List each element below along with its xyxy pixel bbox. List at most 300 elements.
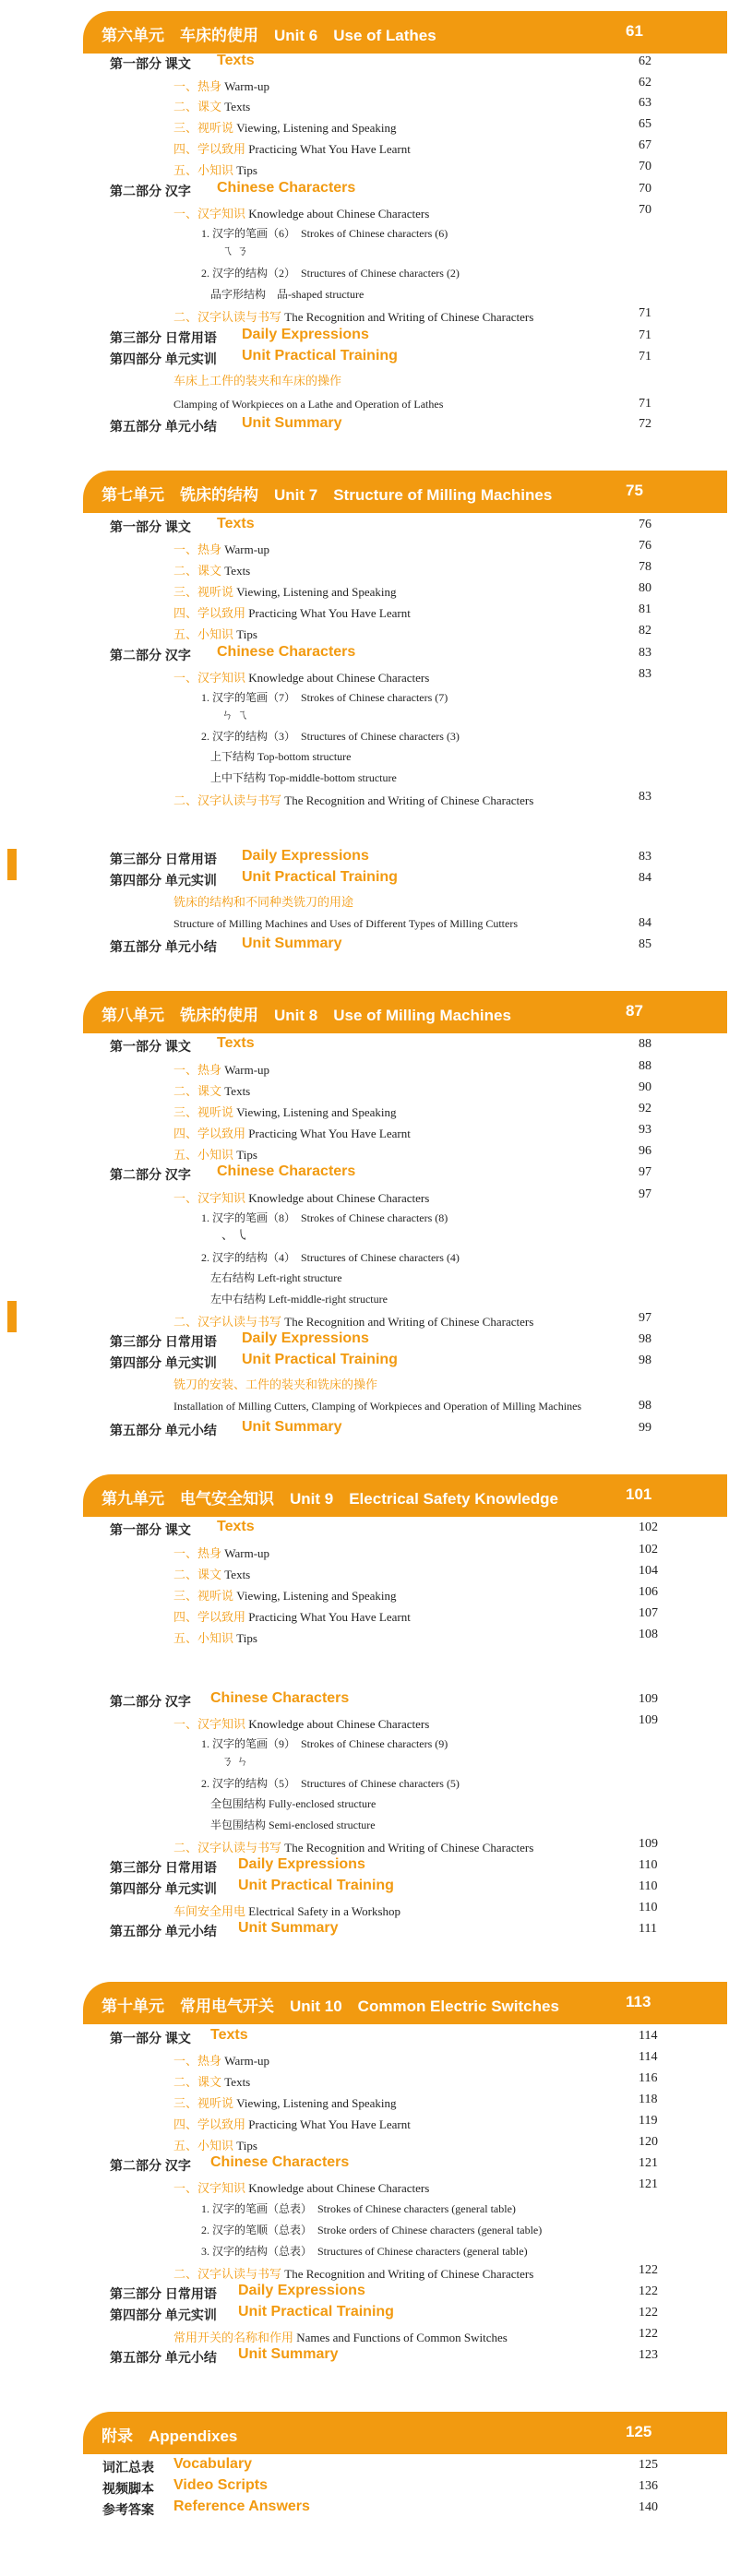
toc-entry[interactable]: [0, 2131, 729, 2152]
toc-entry[interactable]: [0, 281, 729, 302]
page-number: 122: [639, 2263, 658, 2277]
toc-entry[interactable]: [0, 303, 729, 323]
toc-entry[interactable]: [0, 2046, 729, 2067]
toc-entry[interactable]: [0, 346, 729, 366]
page-number: 80: [639, 581, 651, 595]
section-title: [173, 582, 397, 600]
toc-entry[interactable]: [0, 178, 729, 198]
section-title-cn: 三、视听说: [173, 121, 234, 135]
page-number: 76: [639, 518, 651, 531]
section-title-en: Viewing, Listening and Speaking: [236, 2096, 397, 2110]
toc-entry[interactable]: [0, 578, 729, 598]
part-label: 第五部分 单元小结: [110, 1924, 217, 1938]
part-label: 第一部分 课文: [110, 2031, 191, 2045]
toc-entry[interactable]: [0, 1265, 729, 1285]
entry-text: 1. 汉字的笔画（8） Strokes of Chinese characters (8): [201, 1211, 448, 1224]
page-number: 122: [639, 2327, 658, 2341]
section-title-cn: 二、汉字认读与书写: [173, 1841, 282, 1854]
section-title-cn: 一、汉字知识: [173, 2181, 246, 2195]
part-title-en: Chinese Characters: [210, 1690, 350, 1706]
entry-text: 2. 汉字的笔顺（总表） Stroke orders of Chinese characters (general table): [201, 2224, 543, 2236]
entry-text: 2. 汉字的结构（4） Structures of Chinese characters (4): [201, 1251, 460, 1264]
stroke-glyphs: ㄋ ㄣ: [221, 1754, 249, 1768]
section-title: [173, 2178, 429, 2196]
page-number: 70: [639, 203, 651, 217]
section-title-cn: 常用开关的名称和作用: [173, 2331, 294, 2344]
toc-entry[interactable]: [0, 1286, 729, 1306]
page-number: 83: [639, 850, 651, 864]
toc-entry[interactable]: [0, 2196, 729, 2216]
part-label: 第四部分 单元实训: [110, 2308, 217, 2322]
toc-entry[interactable]: [0, 765, 729, 785]
section-title-cn: 二、汉字认读与书写: [173, 2267, 282, 2281]
section-title-cn: 五、小知识: [173, 163, 234, 177]
part-title-en: Daily Expressions: [238, 1856, 365, 1872]
toc-entry[interactable]: [0, 1417, 729, 1437]
part-label: 第三部分 日常用语: [110, 330, 217, 345]
toc-entry[interactable]: [0, 846, 729, 866]
toc-entry[interactable]: [0, 2068, 729, 2088]
page-number: 98: [639, 1332, 651, 1346]
page-number: 72: [639, 417, 651, 431]
toc-entry[interactable]: [0, 1222, 729, 1243]
page-number: 65: [639, 117, 651, 131]
section-title-cn: 二、课文: [173, 1084, 222, 1098]
section-title: [173, 1312, 533, 1330]
section-title-cn: 二、课文: [173, 2075, 222, 2089]
toc-entry[interactable]: [0, 393, 729, 413]
part-label: 第五部分 单元小结: [110, 419, 217, 434]
section-title: [173, 204, 429, 221]
section-title-cn: 一、汉字知识: [173, 671, 246, 685]
toc-entry[interactable]: [0, 1748, 729, 1769]
part-label: 第二部分 汉字: [110, 184, 191, 198]
section-title-cn: 五、小知识: [173, 2139, 234, 2153]
part-title-en: Unit Summary: [238, 1920, 339, 1936]
toc-entry[interactable]: [0, 556, 729, 577]
section-title: [173, 1145, 257, 1163]
toc-entry[interactable]: [0, 1033, 729, 1054]
page-number: 97: [639, 1187, 651, 1201]
section-title-cn: 二、课文: [173, 100, 222, 113]
section-title-en: Texts: [224, 100, 251, 113]
unit-title: 附录 Appendixes: [102, 2427, 238, 2445]
toc-entry[interactable]: [0, 413, 729, 434]
page-number: 71: [639, 350, 651, 364]
part-title-en: Daily Expressions: [242, 848, 369, 864]
page-number: 88: [639, 1037, 651, 1051]
section-title-en: Viewing, Listening and Speaking: [236, 1589, 397, 1603]
section-title-en: Texts: [224, 1568, 251, 1581]
entry-text: 2. 汉字的结构（3） Structures of Chinese characters (3): [201, 730, 460, 743]
toc-entry[interactable]: [0, 135, 729, 155]
section-title-cn: 一、热身: [173, 1063, 222, 1077]
part-label: 第一部分 课文: [110, 1039, 191, 1054]
side-marker: [7, 1301, 17, 1332]
part-title-en: Texts: [217, 53, 255, 68]
toc-entry[interactable]: [0, 72, 729, 92]
toc-entry[interactable]: [0, 1791, 729, 1811]
section-title-cn: 三、视听说: [173, 1105, 234, 1119]
section-title: [173, 1188, 429, 1206]
side-marker: [7, 849, 17, 880]
toc-entry[interactable]: [0, 1710, 729, 1730]
toc-entry[interactable]: [0, 620, 729, 640]
section-title: [173, 540, 269, 557]
section-title-en: Viewing, Listening and Speaking: [236, 1105, 397, 1119]
page-number: 106: [639, 1585, 658, 1599]
entry-text: 1. 汉字的笔画（总表） Strokes of Chinese characters (general table): [201, 2202, 516, 2215]
part-title-en: Texts: [217, 1519, 255, 1534]
section-title-cn: 二、汉字认读与书写: [173, 793, 282, 807]
part-title-en: Unit Summary: [242, 936, 342, 951]
page-number: 85: [639, 937, 651, 951]
toc-entry[interactable]: [0, 1245, 729, 1265]
section-title-en: The Recognition and Writing of Chinese Characters: [284, 310, 534, 324]
part-title-en: Chinese Characters: [217, 1163, 356, 1179]
page-number: 140: [639, 2500, 658, 2514]
section-title-cn: 三、视听说: [173, 1589, 234, 1603]
page-number: 116: [639, 2071, 658, 2085]
section-title-en: Texts: [224, 2075, 251, 2089]
entry-text: 铣刀的安装、工件的装夹和铣床的操作: [173, 1377, 378, 1391]
section-title-cn: 一、汉字知识: [173, 1191, 246, 1205]
section-title-en: Tips: [236, 2139, 257, 2153]
toc-entry[interactable]: [0, 1688, 729, 1709]
page-number: 90: [639, 1080, 651, 1094]
page-number: 121: [639, 2156, 658, 2170]
toc-entry[interactable]: [0, 599, 729, 619]
page-number: 81: [639, 602, 651, 616]
toc-entry[interactable]: [0, 1307, 729, 1328]
page-number: 83: [639, 667, 651, 681]
section-title: [173, 1565, 250, 1582]
unit-banner[interactable]: [83, 991, 727, 1033]
toc-entry[interactable]: [0, 786, 729, 806]
page-number: 92: [639, 1102, 651, 1115]
unit-title: 第九单元 电气安全知识 Unit 9 Electrical Safety Knowledge: [102, 1490, 558, 1508]
part-title-en: Daily Expressions: [238, 2283, 365, 2298]
toc-entry[interactable]: [0, 912, 729, 933]
toc-entry[interactable]: [0, 1162, 729, 1182]
part-label: 第一部分 课文: [110, 56, 191, 71]
page-number: 83: [639, 646, 651, 660]
part-label: 第二部分 汉字: [110, 1167, 191, 1182]
part-title-en: Unit Summary: [242, 1419, 342, 1435]
section-title-cn: 一、汉字知识: [173, 1717, 246, 1731]
section-title: [173, 1544, 269, 1561]
part-label: 第三部分 日常用语: [110, 1334, 217, 1349]
unit-banner[interactable]: [83, 11, 727, 54]
entry-text: Structure of Milling Machines and Uses of Different Types of Milling Cutters: [173, 917, 518, 930]
page-number: 71: [639, 397, 651, 411]
section-title-en: Warm-up: [224, 1063, 270, 1077]
toc-entry[interactable]: [0, 367, 729, 388]
page-number: 123: [639, 2348, 658, 2362]
toc-entry[interactable]: [0, 260, 729, 280]
toc-entry[interactable]: [0, 642, 729, 662]
page-number: 97: [639, 1311, 651, 1325]
section-title-cn: 五、小知识: [173, 627, 234, 641]
page-number: 107: [639, 1606, 658, 1620]
page-number: 93: [639, 1123, 651, 1137]
part-title-en: Chinese Characters: [217, 644, 356, 660]
toc-entry[interactable]: [0, 2217, 729, 2237]
unit-title: 第六单元 车床的使用 Unit 6 Use of Lathes: [102, 27, 436, 44]
part-title-en: Chinese Characters: [210, 2154, 350, 2170]
unit-banner[interactable]: [83, 1982, 727, 2024]
toc-entry[interactable]: [0, 1897, 729, 1917]
toc-entry[interactable]: [0, 702, 729, 722]
toc-entry[interactable]: [0, 199, 729, 220]
toc-entry[interactable]: [0, 1184, 729, 1204]
section-title-cn: 四、学以致用: [173, 1127, 246, 1140]
part-label: 第五部分 单元小结: [110, 939, 217, 954]
part-label: 第一部分 课文: [110, 1522, 191, 1537]
section-title-cn: 车间安全用电: [173, 1904, 246, 1918]
entry-text: Clamping of Workpieces on a Lathe and Operation of Lathes: [173, 398, 444, 411]
page-number: 114: [639, 2029, 658, 2043]
entry-text: 铣床的结构和不同种类铣刀的用途: [173, 895, 354, 909]
toc-entry[interactable]: [0, 1560, 729, 1580]
entry-text: 全包围结构 Fully-enclosed structure: [210, 1797, 376, 1810]
toc-entry[interactable]: [0, 1350, 729, 1370]
toc-entry[interactable]: [0, 867, 729, 888]
part-label: 第二部分 汉字: [110, 648, 191, 662]
toc-entry[interactable]: [0, 1876, 729, 1896]
part-label: 第一部分 课文: [110, 519, 191, 534]
section-title: [173, 1714, 429, 1732]
toc-entry[interactable]: [0, 1771, 729, 1791]
toc-entry[interactable]: [0, 2281, 729, 2301]
toc-entry[interactable]: [0, 2153, 729, 2173]
toc-entry[interactable]: [0, 92, 729, 113]
page-number: 109: [639, 1692, 658, 1706]
toc-entry[interactable]: [0, 1581, 729, 1602]
toc-entry[interactable]: [0, 888, 729, 909]
toc-entry[interactable]: [0, 934, 729, 954]
page-number: 62: [639, 54, 651, 68]
page-number: 84: [639, 916, 651, 930]
page-number: 63: [639, 96, 651, 110]
entry-text: 左中右结构 Left-middle-right structure: [210, 1293, 388, 1306]
section-title: [173, 1586, 397, 1604]
entry-text: 1. 汉字的笔画（6） Strokes of Chinese characters (6): [201, 227, 448, 240]
toc-entry[interactable]: [0, 1833, 729, 1854]
toc-entry[interactable]: [0, 2475, 729, 2496]
toc-entry[interactable]: [0, 663, 729, 684]
section-title: [173, 307, 533, 325]
unit-banner[interactable]: [83, 2412, 727, 2454]
entry-text: 品字形结构 品-shaped structure: [210, 288, 364, 301]
page-number: 122: [639, 2284, 658, 2298]
unit-title: 第八单元 铣床的使用 Unit 8 Use of Milling Machines: [102, 1007, 511, 1024]
entry-text: 半包围结构 Semi-enclosed structure: [210, 1819, 376, 1831]
section-title-en: Warm-up: [224, 543, 270, 556]
unit-banner[interactable]: [83, 471, 727, 513]
part-label: 第五部分 单元小结: [110, 1423, 217, 1437]
page-number: 121: [639, 2177, 658, 2191]
section-title-en: Tips: [236, 1631, 257, 1645]
entry-text: 上下结构 Top-bottom structure: [210, 750, 352, 763]
section-title-en: Knowledge about Chinese Characters: [248, 1191, 430, 1205]
toc-entry[interactable]: [0, 723, 729, 744]
toc-entry[interactable]: [0, 1918, 729, 1938]
appendix-title-en: Reference Answers: [173, 2498, 310, 2514]
page-number: 97: [639, 1165, 651, 1179]
section-title-en: Tips: [236, 163, 257, 177]
part-title-en: Unit Practical Training: [238, 1878, 394, 1893]
toc-entry[interactable]: [0, 1603, 729, 1623]
appendix-title-en: Video Scripts: [173, 2477, 268, 2493]
page-number: 109: [639, 1713, 658, 1727]
section-title: [173, 1607, 411, 1625]
toc-entry[interactable]: [0, 2025, 729, 2045]
toc-entry[interactable]: [0, 2323, 729, 2343]
part-title-en: Unit Summary: [242, 415, 342, 431]
unit-page-number: 75: [626, 482, 643, 499]
unit-banner[interactable]: [83, 1474, 727, 1517]
page-number: 84: [639, 871, 651, 885]
page-number: 104: [639, 1564, 658, 1578]
toc-entry[interactable]: [0, 1517, 729, 1537]
section-title-en: Practicing What You Have Learnt: [248, 2117, 411, 2131]
entry-text: 左右结构 Left-right structure: [210, 1271, 342, 1284]
part-title-en: Unit Practical Training: [242, 1352, 398, 1367]
part-title-en: Daily Expressions: [242, 327, 369, 342]
toc-entry[interactable]: [0, 1098, 729, 1118]
toc-entry[interactable]: [0, 1055, 729, 1076]
unit-page-number: 61: [626, 22, 643, 40]
toc-entry[interactable]: [0, 2260, 729, 2280]
unit-page-number: 125: [626, 2423, 652, 2440]
page-number: 71: [639, 306, 651, 320]
unit-page-number: 101: [626, 1485, 652, 1503]
entry-text: 上中下结构 Top-middle-bottom structure: [210, 771, 397, 784]
toc-entry[interactable]: [0, 2344, 729, 2365]
toc-entry[interactable]: [0, 1624, 729, 1644]
page-number: 136: [639, 2479, 658, 2493]
section-title-cn: 二、课文: [173, 1568, 222, 1581]
toc-entry[interactable]: [0, 113, 729, 134]
section-title: [173, 1103, 397, 1120]
section-title-en: Practicing What You Have Learnt: [248, 1127, 411, 1140]
toc-entry[interactable]: [0, 744, 729, 764]
toc-entry[interactable]: [0, 1371, 729, 1391]
section-title-en: Texts: [224, 1084, 251, 1098]
part-label: 第三部分 日常用语: [110, 1860, 217, 1875]
toc-entry[interactable]: [0, 1329, 729, 1349]
page-number: 111: [639, 1922, 657, 1936]
section-title-en: Texts: [224, 564, 251, 578]
section-title: [173, 118, 397, 136]
section-title: [173, 791, 533, 808]
toc-entry[interactable]: [0, 1140, 729, 1161]
page-number: 96: [639, 1144, 651, 1158]
section-title-en: Warm-up: [224, 1546, 270, 1560]
section-title-cn: 二、汉字认读与书写: [173, 1315, 282, 1329]
section-title-cn: 二、汉字认读与书写: [173, 310, 282, 324]
section-title: [173, 1628, 257, 1646]
section-title: [173, 625, 257, 642]
page-number: 110: [639, 1901, 658, 1914]
section-title: [173, 1081, 250, 1099]
page-number: 108: [639, 1628, 658, 1641]
toc-entry[interactable]: [0, 1854, 729, 1875]
toc-entry[interactable]: [0, 2302, 729, 2322]
page-number: 83: [639, 790, 651, 804]
section-title-en: Practicing What You Have Learnt: [248, 1610, 411, 1624]
toc-entry[interactable]: [0, 2174, 729, 2194]
toc-entry[interactable]: [0, 325, 729, 345]
section-title-cn: 一、热身: [173, 543, 222, 556]
part-label: 第五部分 单元小结: [110, 2350, 217, 2365]
section-title-en: Knowledge about Chinese Characters: [248, 1717, 430, 1731]
toc-entry[interactable]: [0, 2238, 729, 2259]
toc-entry[interactable]: [0, 514, 729, 534]
page-number: 118: [639, 2093, 658, 2106]
section-title-en: Knowledge about Chinese Characters: [248, 2181, 430, 2195]
section-title: [173, 2051, 269, 2069]
toc-entry[interactable]: [0, 1119, 729, 1139]
toc-entry[interactable]: [0, 1395, 729, 1415]
section-title: [173, 2115, 411, 2132]
section-title: [173, 1060, 269, 1078]
page-number: 99: [639, 1421, 651, 1435]
toc-entry[interactable]: [0, 2454, 729, 2475]
section-title: [173, 1838, 533, 1855]
stroke-glyphs: ㄟ ㄋ: [221, 244, 249, 257]
section-title-en: Knowledge about Chinese Characters: [248, 671, 430, 685]
part-label: 第四部分 单元实训: [110, 1355, 217, 1370]
section-title-en: Practicing What You Have Learnt: [248, 606, 411, 620]
page-number: 67: [639, 138, 651, 152]
toc-entry[interactable]: [0, 1812, 729, 1832]
page-number: 109: [639, 1837, 658, 1851]
toc-entry[interactable]: [0, 535, 729, 555]
toc-entry[interactable]: [0, 2089, 729, 2109]
stroke-glyphs: ㄣ ㄟ: [221, 708, 249, 722]
appendix-label: 视频脚本: [102, 2481, 154, 2496]
section-title-cn: 一、热身: [173, 2054, 222, 2068]
unit-title: 第十单元 常用电气开关 Unit 10 Common Electric Switches: [102, 1998, 559, 2015]
toc-entry[interactable]: [0, 238, 729, 258]
page-number: 82: [639, 624, 651, 638]
page-number: 70: [639, 160, 651, 173]
section-title: [173, 2264, 533, 2282]
section-title-en: The Recognition and Writing of Chinese Characters: [284, 793, 534, 807]
appendix-label: 参考答案: [102, 2502, 154, 2517]
toc-entry[interactable]: [0, 2110, 729, 2130]
page-number: 120: [639, 2135, 658, 2149]
part-label: 第二部分 汉字: [110, 2158, 191, 2173]
section-title-cn: 三、视听说: [173, 2096, 234, 2110]
toc-entry[interactable]: [0, 1539, 729, 1559]
toc-entry[interactable]: [0, 1077, 729, 1097]
part-title-en: Unit Summary: [238, 2346, 339, 2362]
section-title-cn: 四、学以致用: [173, 2117, 246, 2131]
section-title-en: Knowledge about Chinese Characters: [248, 207, 430, 221]
toc-entry[interactable]: [0, 51, 729, 71]
section-title-cn: 四、学以致用: [173, 142, 246, 156]
section-title-cn: 五、小知识: [173, 1148, 234, 1162]
page-number: 110: [639, 1879, 658, 1893]
section-title-cn: 五、小知识: [173, 1631, 234, 1645]
section-title: [173, 1124, 411, 1141]
part-title-en: Texts: [217, 516, 255, 531]
toc-entry[interactable]: [0, 2497, 729, 2517]
toc-entry[interactable]: [0, 156, 729, 176]
